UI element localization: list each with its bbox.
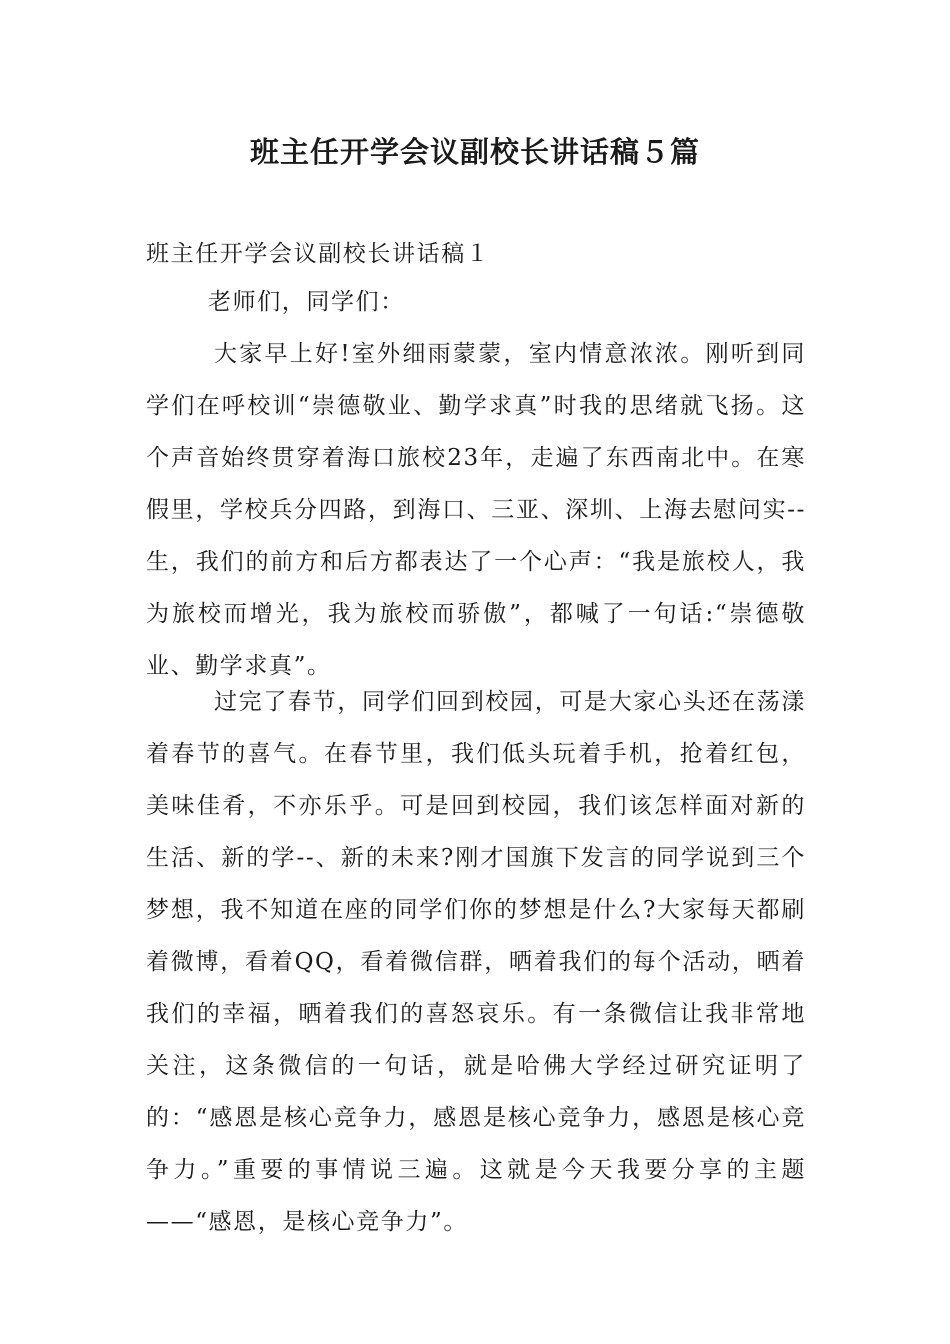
document-title: 班主任开学会议副校长讲话稿５篇 bbox=[249, 135, 700, 169]
paragraph-1: 大家早上好!室外细雨蒙蒙，室内情意浓浓。刚听到同学们在呼校训“崇德敬业、勤学求真”时我的思绪就飞扬。这个声音始终贯穿着海口旅校23年，走遍了东西南北中。在寒假里，学校兵分四路，到海口、三亚、深圳、上海去慰问实--生，我们的前方和后方都表达了一个心声：“我是旅校人，我为旅校而增光，我为旅校而骄傲”，都喊了一句话:“崇德敬业、勤学求真”。 bbox=[146, 341, 806, 679]
salutation: 老师们，同学们： bbox=[208, 289, 405, 315]
paragraph-2: 过完了春节，同学们回到校园，可是大家心头还在荡漾着春节的喜气。在春节里，我们低头玩着手机，抢着红包，美味佳肴，不亦乐乎。可是回到校园，我们该怎样面对新的生活、新的学--、新的未来?刚才国旗下发言的同学说到三个梦想，我不知道在座的同学们你的梦想是什么?大家每天都刷着微博，看着QQ，看着微信群，晒着我们的每个活动，晒着我们的幸福，晒着我们的喜怒哀乐。有一条微信让我非常地关注，这条微信的一句话，就是哈佛大学经过研究证明了的：“感恩是核心竞争力，感恩是核心竞争力，感恩是核心竞争力。”重要的事情说三遍。这就是今天我要分享的主题——“感恩，是核心竞争力”。 bbox=[146, 689, 806, 1235]
section-heading: 班主任开学会议副校长讲话稿１ bbox=[146, 241, 491, 267]
